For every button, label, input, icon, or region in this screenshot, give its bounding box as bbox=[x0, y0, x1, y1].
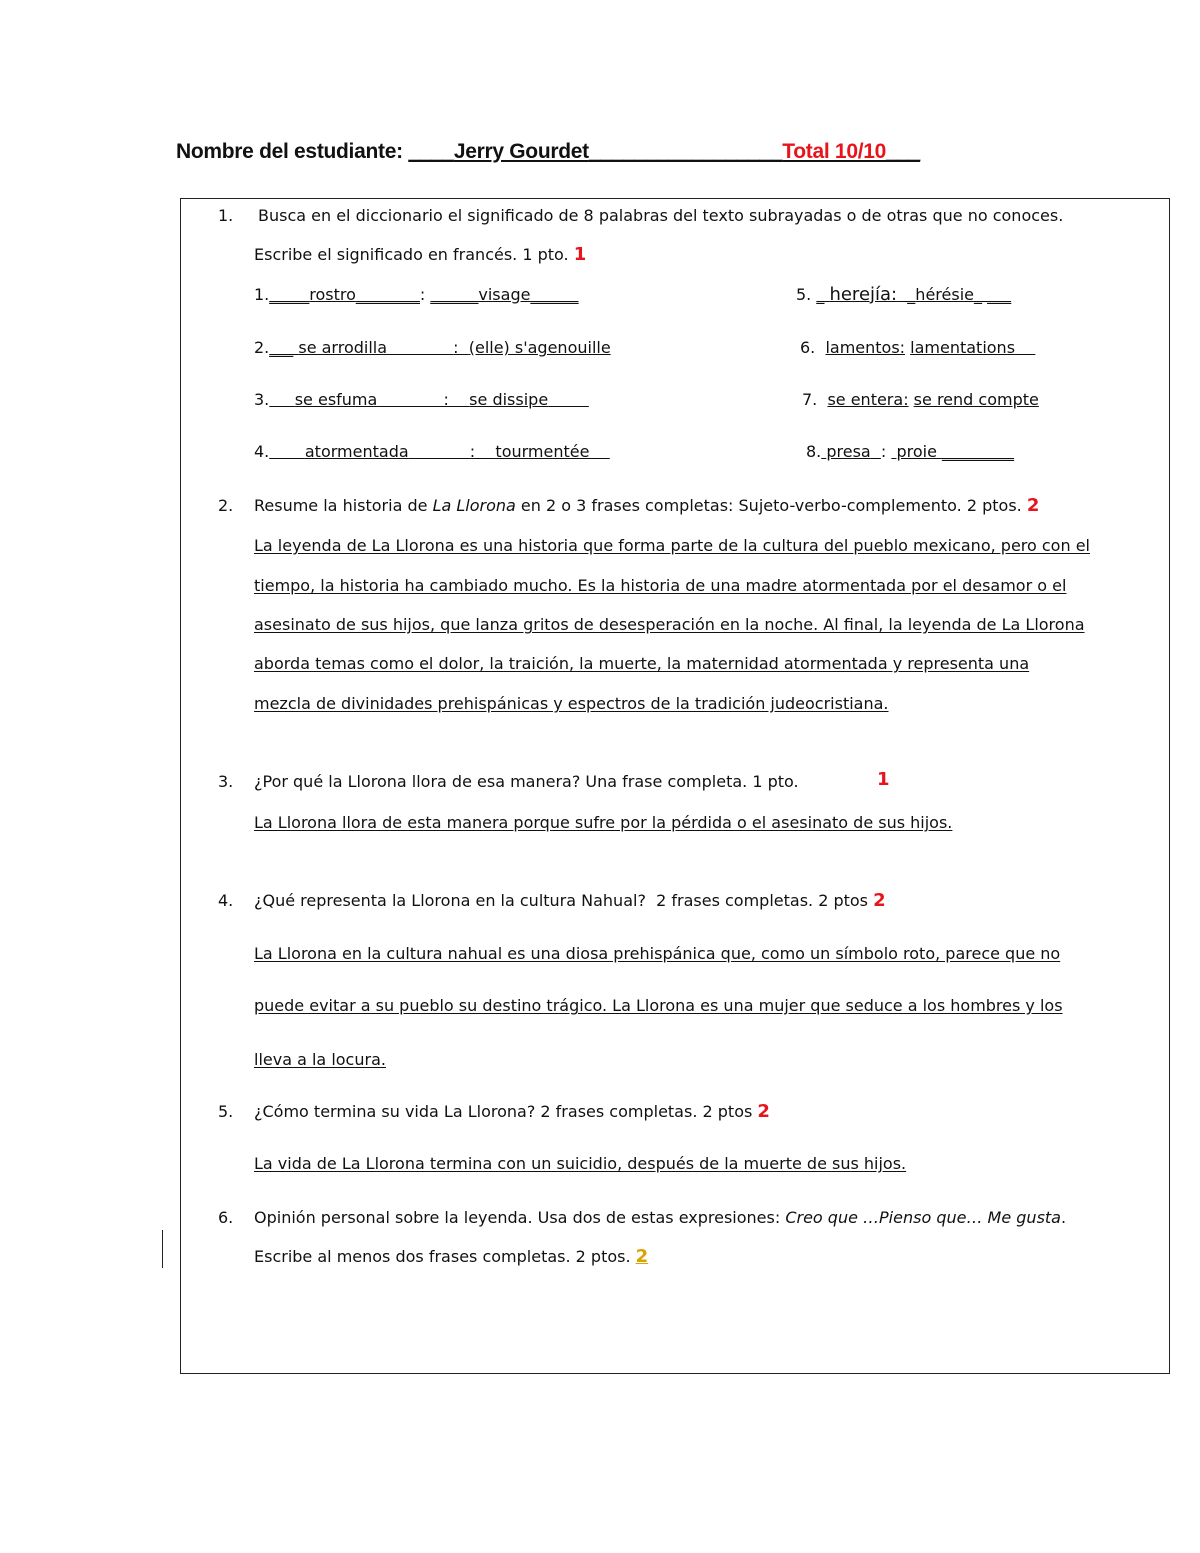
q2-answer-line: asesinato de sus hijos, que lanza gritos de desesperación en la noche. Al final, la leyenda de La Llorona bbox=[254, 615, 1085, 634]
q6-prompt: Opinión personal sobre la leyenda. Usa dos de estas expresiones: Creo que …Pienso que… Me gusta. bbox=[254, 1208, 1067, 1227]
q4-answer-line: La Llorona en la cultura nahual es una diosa prehispánica que, como un símbolo roto, parece que no bbox=[254, 944, 1061, 963]
q4-prompt: ¿Qué representa la Llorona en la cultura Nahual? 2 frases completas. 2 ptos 2 bbox=[254, 890, 886, 911]
vocab-item-8: 8. presa : proie _________ bbox=[806, 442, 1015, 461]
q1-number: 1. bbox=[218, 206, 234, 225]
q5-score: 2 bbox=[757, 1101, 770, 1122]
q4-number: 4. bbox=[218, 891, 234, 910]
student-name-label: Nombre del estudiante: bbox=[176, 140, 403, 163]
q1-prompt-line2: Escribe el significado en francés. 1 pto. 1 bbox=[254, 244, 587, 265]
q3-number: 3. bbox=[218, 772, 234, 791]
q4-answer-line: lleva a la locura. bbox=[254, 1050, 386, 1069]
q2-answer-line: La leyenda de La Llorona es una historia que forma parte de la cultura del pueblo mexicano, pero con el bbox=[254, 536, 1090, 555]
q2-score: 2 bbox=[1026, 495, 1040, 516]
q1-prompt-line1: Busca en el diccionario el significado de 8 palabras del texto subrayadas o de otras que no conoces. bbox=[258, 206, 1064, 225]
vocab-item-2: 2.___ se arrodilla : (elle) s'agenouille bbox=[254, 338, 611, 357]
q3-answer: La Llorona llora de esta manera porque sufre por la pérdida o el asesinato de sus hijos. bbox=[254, 813, 953, 832]
q3-score: 1 bbox=[877, 769, 890, 790]
vocab-item-7: 7. se entera: se rend compte bbox=[802, 390, 1039, 409]
q6-prompt-line2: Escribe al menos dos frases completas. 2 ptos. 2 bbox=[254, 1246, 649, 1267]
vocab-item-5: 5. _ herejía: _hérésie_ ___ bbox=[796, 284, 1012, 305]
q4-score: 2 bbox=[873, 890, 886, 911]
q5-answer: La vida de La Llorona termina con un suicidio, después de la muerte de sus hijos. bbox=[254, 1154, 907, 1173]
q5-prompt: ¿Cómo termina su vida La Llorona? 2 frases completas. 2 ptos 2 bbox=[254, 1101, 770, 1122]
q2-answer-line: mezcla de divinidades prehispánicas y espectros de la tradición judeocristiana. bbox=[254, 694, 889, 713]
total-score: Total 10/10 bbox=[782, 140, 886, 163]
q2-number: 2. bbox=[218, 496, 234, 515]
margin-mark bbox=[162, 1230, 163, 1268]
vocab-item-6: 6. lamentos: lamentations bbox=[800, 338, 1016, 357]
q2-answer-line: tiempo, la historia ha cambiado mucho. Es la historia de una madre atormentada por el desamor o el bbox=[254, 576, 1067, 595]
q3-prompt: ¿Por qué la Llorona llora de esa manera? Una frase completa. 1 pto. bbox=[254, 772, 799, 791]
vocab-item-3: 3. se esfuma : se dissipe bbox=[254, 390, 549, 409]
q5-number: 5. bbox=[218, 1102, 234, 1121]
q2-prompt: Resume la historia de La Llorona en 2 o 3 frases completas: Sujeto-verbo-complemento. 2 ptos. 2 bbox=[254, 495, 1040, 516]
q2-answer-line: aborda temas como el dolor, la traición, la muerte, la maternidad atormentada y representa una bbox=[254, 654, 1030, 673]
student-name: Jerry Gourdet bbox=[453, 140, 589, 163]
student-name-header: Nombre del estudiante: ____Jerry Gourdet_________________Total 10/10___ bbox=[176, 140, 921, 163]
q6-score: 2 bbox=[635, 1246, 649, 1267]
q6-number: 6. bbox=[218, 1208, 234, 1227]
vocab-item-4: 4. atormentada : tourmentée bbox=[254, 442, 590, 461]
q1-score: 1 bbox=[573, 244, 587, 265]
q4-answer-line: puede evitar a su pueblo su destino trágico. La Llorona es una mujer que seduce a los hombres y los bbox=[254, 996, 1063, 1015]
vocab-item-1: 1._____rostro________: ______visage______ bbox=[254, 285, 579, 304]
